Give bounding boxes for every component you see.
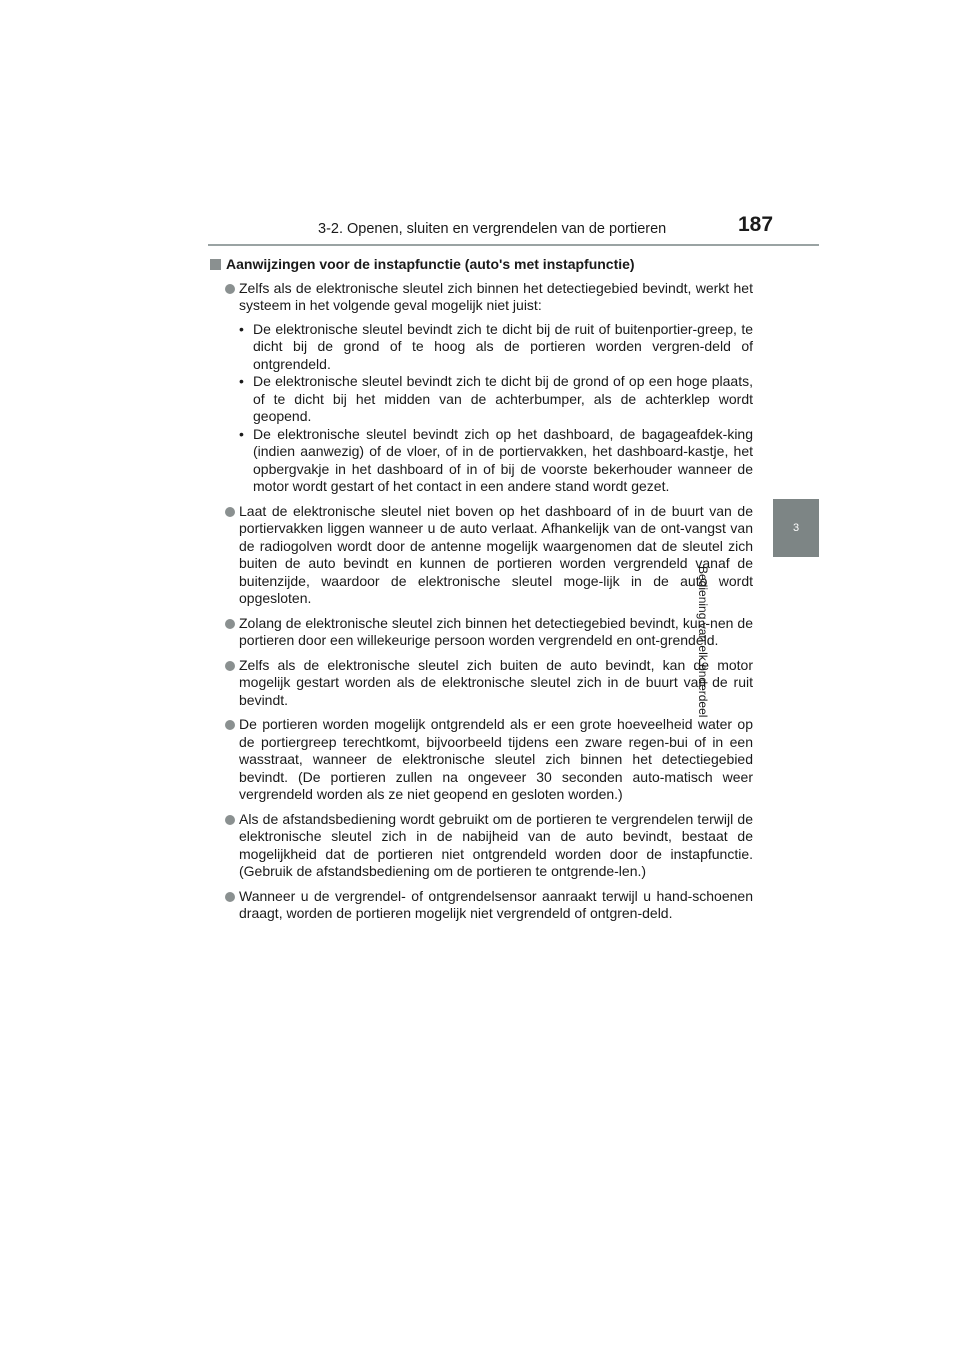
circle-bullet-icon [225,720,235,730]
page-number: 187 [738,213,774,236]
list-item [208,657,753,710]
list-item [208,280,753,496]
header-divider [208,244,819,246]
list-item-text: Wanneer u de vergrendel- of ontgrendelsensor aanraakt terwijl u hand-schoenen draagt, worden de portieren mogelijk niet vergrendeld of ontgren-deld. [239,887,753,921]
page-content [208,256,753,930]
list-item [208,503,753,608]
circle-bullet-icon [225,507,235,517]
chapter-label-text: Bediening van elk onderdeel [696,566,710,718]
section-title [208,256,753,274]
sub-list-item-text: De elektronische sleutel bevindt zich te dicht bij de ruit of buitenportier-greep, te dicht bij de grond of te hoog als de portieren worden vergren-deld of ontgrendeld. [253,320,753,372]
list-item [208,716,753,804]
sub-list-item [239,373,753,426]
circle-bullet-icon [225,619,235,629]
dot-bullet-icon: • [239,320,244,337]
list-item-text: Zelfs als de elektronische sleutel zich buiten de auto bevindt, kan de motor mogelijk gestart worden als de elektronische sleutel zich in de buurt van de ruit bevindt. [239,656,753,708]
chapter-tab[interactable] [773,499,819,557]
list-item-text: Laat de elektronische sleutel niet boven op het dashboard of in de buurt van de portiervakken liggen wanneer u de auto verlaat. Afhankelijk van de ont-vangst van de radiogolven wordt door de antenne mogelijk waargenomen dat de sleutel zich buiten de auto bevindt en kunnen de portieren worden vergrendeld vanaf de buitenzijde, waardoor de elektronische sleutel moge-lijk in de auto wordt opgesloten. [239,502,753,606]
circle-bullet-icon [225,892,235,902]
sub-list-item-text: De elektronische sleutel bevindt zich op het dashboard, de bagageafdek-king (indien aanwezig) of de vloer, of in de portiervakken, het dashboard-kastje, het opbergvakje in het dashboard of in of bij de voorste bekerhouder wanneer de motor wordt gestart of het contact in een andere stand wordt gezet. [253,425,753,494]
circle-bullet-icon [225,815,235,825]
circle-bullet-icon [225,284,235,294]
circle-bullet-icon [225,661,235,671]
dot-bullet-icon: • [239,425,244,442]
dot-bullet-icon: • [239,373,244,389]
chapter-label [696,566,818,756]
list-item-text: Als de afstandsbediening wordt gebruikt om de portieren te vergrendelen terwijl de elektronische sleutel zich in de nabijheid van de auto bevindt, bestaat de mogelijkheid dat de portieren niet ontgrendeld worden door de instapfunctie. (Gebruik de afstandsbediening om de portieren te ontgrende-len.) [239,810,753,879]
list-item-text: De portieren worden mogelijk ontgrendeld als er een grote hoeveelheid water op de portiergreep terechtkomt, bijvoorbeeld tijdens een zware regen-bui of in een wasstraat, wanneer de elektronische sleutel zich binnen het detectiegebied bevindt. (De portieren zullen na ongeveer 30 seconden auto-matisch weer vergrendeld worden als ze niet geopend en gesloten worden.) [239,716,753,802]
running-header-section: 3-2. Openen, sluiten en vergrendelen van de portieren [318,221,667,237]
square-bullet-icon [210,259,221,270]
sub-list-item [239,321,753,374]
section-title-text: Aanwijzingen voor de instapfunctie (auto's met instapfunctie) [226,256,635,272]
list-item-text: Zelfs als de elektronische sleutel zich binnen het detectiegebied bevindt, werkt het systeem in het volgende geval mogelijk niet juist: [239,279,753,313]
list-item [208,811,753,881]
list-item [208,888,753,923]
chapter-number: 3 [792,522,800,534]
sub-list-item [239,426,753,496]
sub-list [239,321,753,496]
list-item [208,615,753,650]
sub-list-item-text: De elektronische sleutel bevindt zich te dicht bij de grond of op een hoge plaats, of te dicht bij het midden van de achterbumper, als de achterklep wordt geopend. [253,373,753,424]
list-item-text: Zolang de elektronische sleutel zich binnen het detectiegebied bevindt, kun-nen de portieren door een willekeurige persoon worden vergrendeld en ont-grendeld. [239,614,753,648]
